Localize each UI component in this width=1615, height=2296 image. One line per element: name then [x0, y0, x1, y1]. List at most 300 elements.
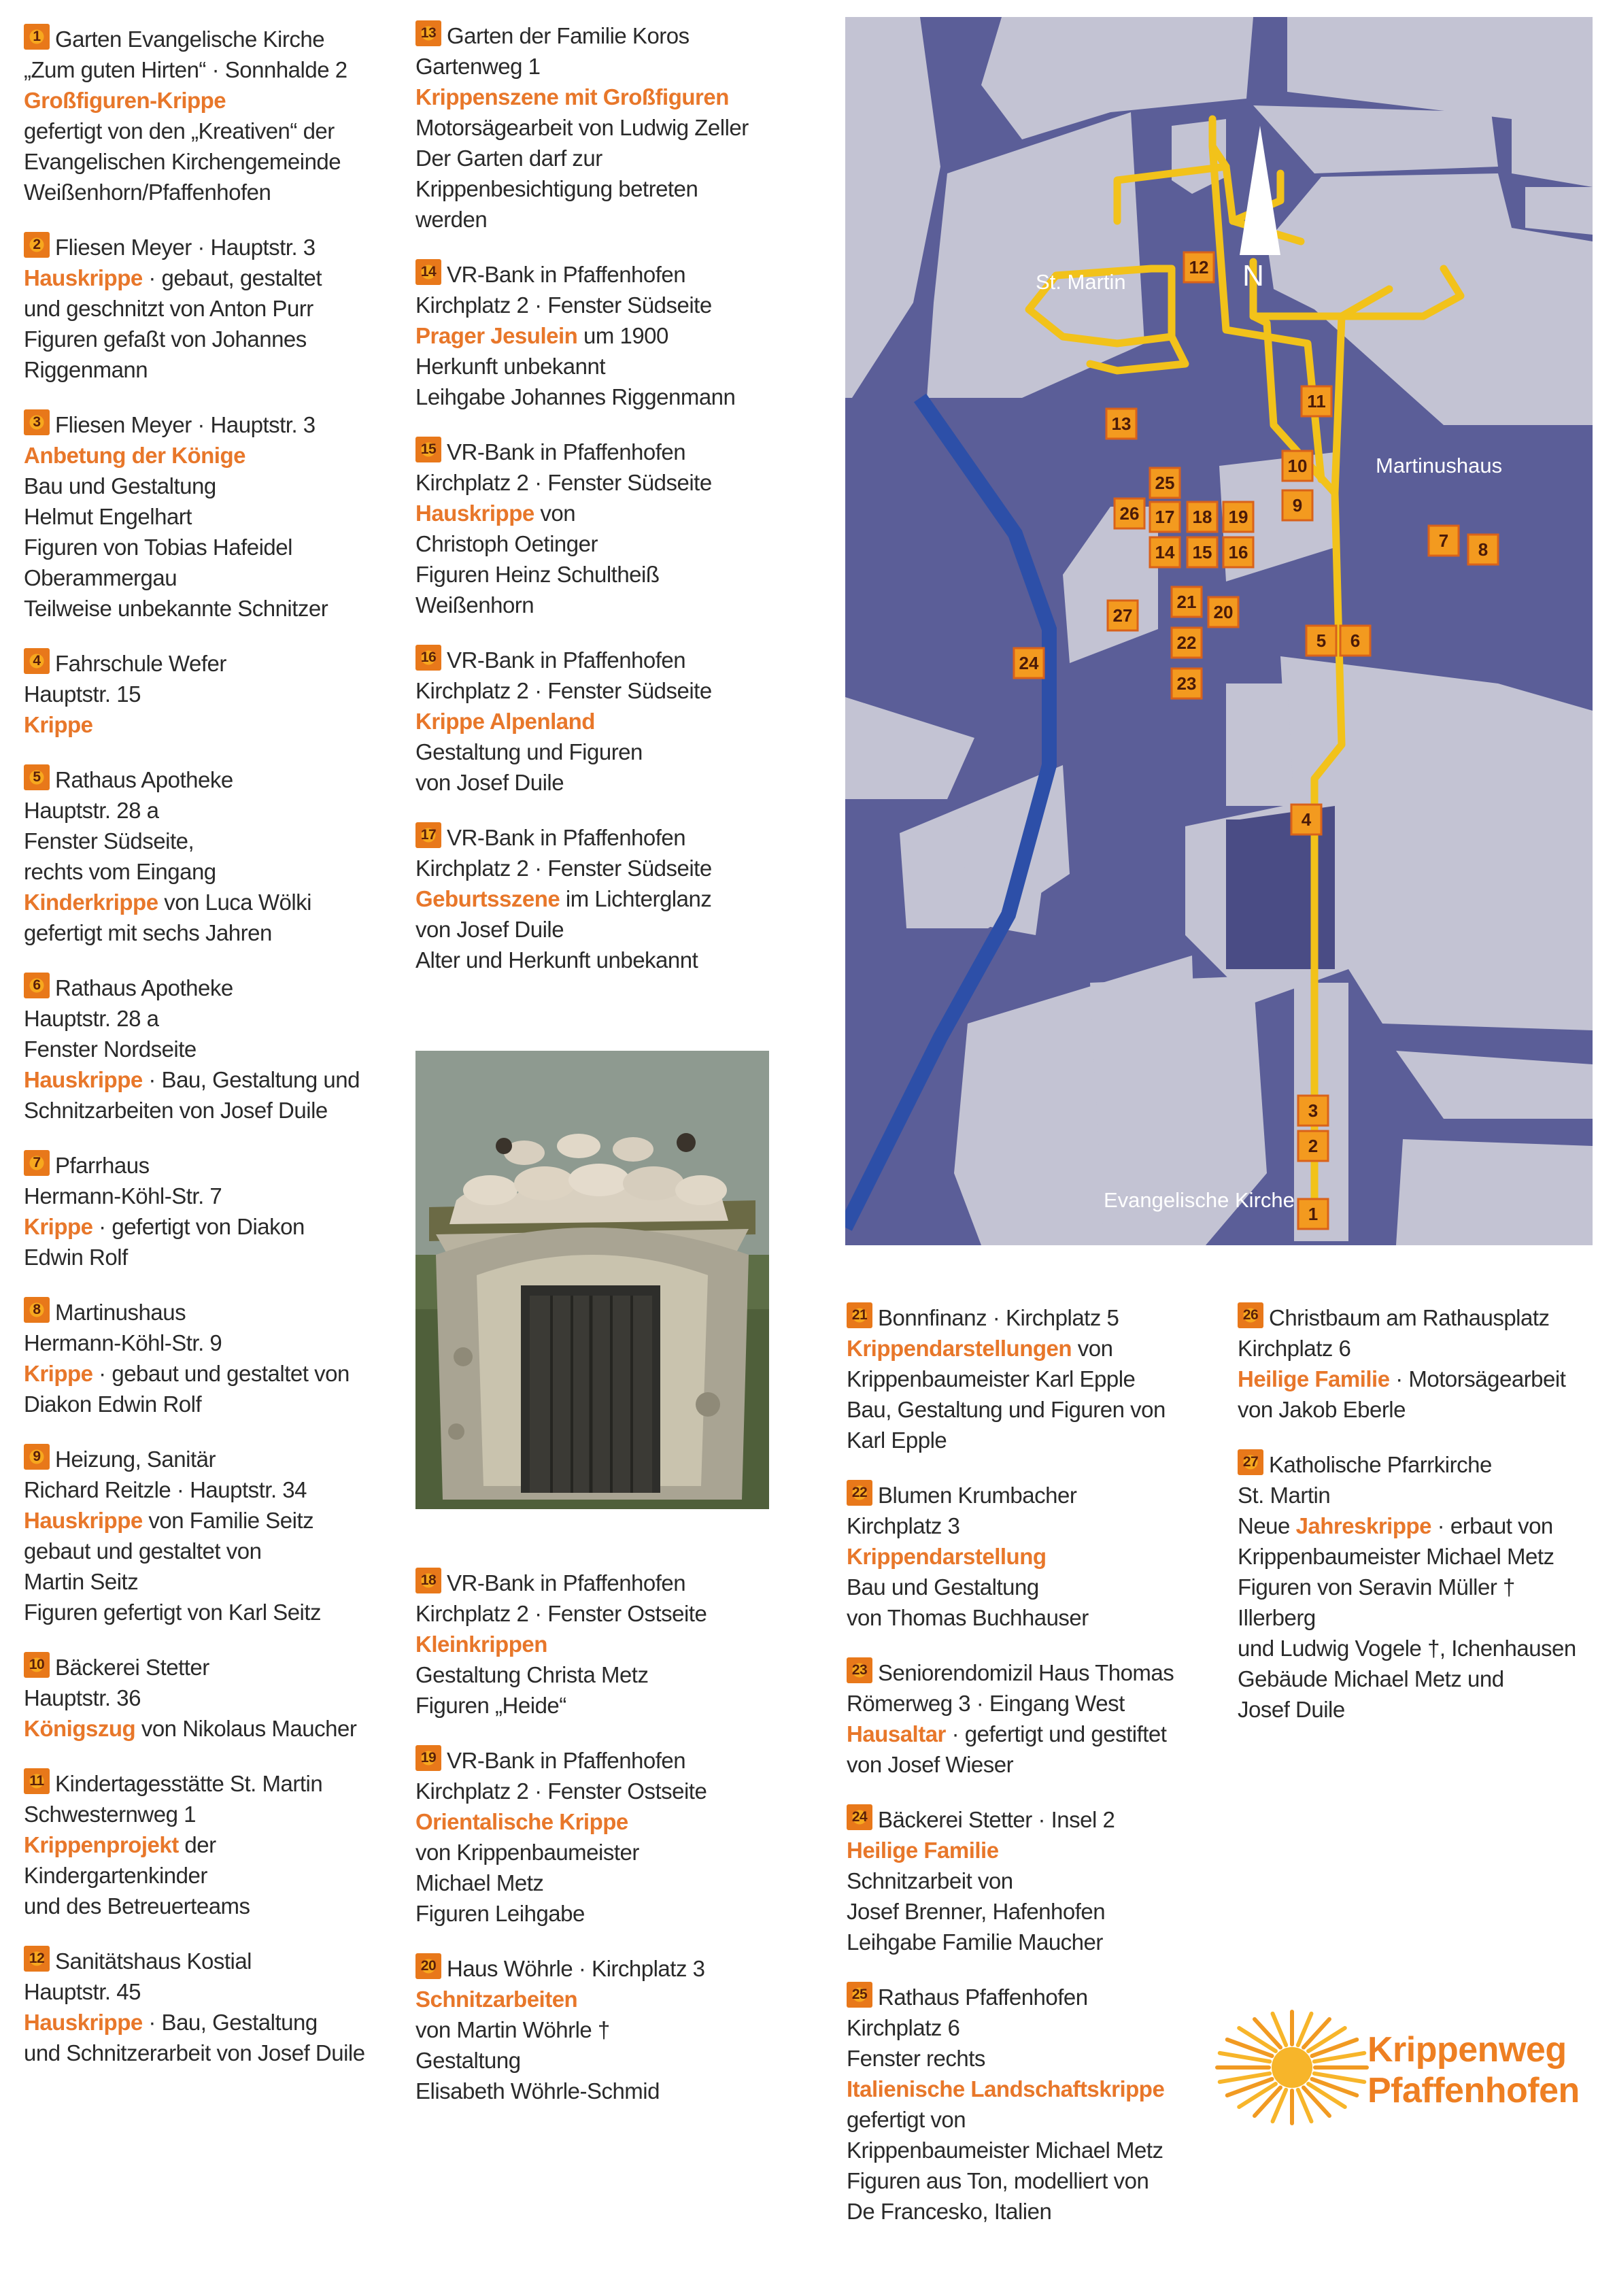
entry-line — [24, 1358, 391, 1389]
entry-line — [415, 1659, 796, 1690]
number-badge — [847, 1302, 872, 1328]
entry-line — [847, 2074, 1241, 2104]
entry-line — [24, 293, 391, 324]
entry-text: Fliesen Meyer · Hauptstr. 3 — [55, 412, 316, 437]
entry-highlight: Schnitzarbeiten — [415, 1987, 578, 2012]
entry-text: der — [178, 1832, 216, 1857]
column-2-bottom — [415, 1568, 796, 2131]
entry-line — [24, 795, 391, 826]
entry-text: Illerberg — [1238, 1605, 1316, 1630]
entry-line — [24, 1505, 391, 1536]
entry-2 — [24, 232, 391, 385]
map-marker-number: 3 — [1308, 1100, 1319, 1121]
entry-text: Blumen Krumbacher — [878, 1483, 1077, 1508]
entry-text: Seniorendomizil Haus Thomas — [878, 1660, 1174, 1685]
map-marker-number: 24 — [1019, 653, 1039, 673]
entry-line — [1238, 1541, 1605, 1572]
badge-number: 21 — [851, 1307, 868, 1323]
entry-text: Rathaus Apotheke — [55, 975, 233, 1000]
entry-line — [415, 737, 796, 767]
entry-highlight: Königszug — [24, 1716, 136, 1741]
entry-text: gefertigt mit sechs Jahren — [24, 920, 272, 945]
badge-number: 27 — [1242, 1454, 1259, 1470]
map-marker-number: 13 — [1111, 413, 1132, 434]
entry-text: Karl Epple — [847, 1428, 947, 1453]
entry-17 — [415, 822, 796, 975]
badge-number: 22 — [851, 1485, 868, 1500]
entry-highlight: Krippendarstellungen — [847, 1336, 1072, 1361]
entry-highlight: Großfiguren-Krippe — [24, 88, 226, 113]
map-marker-number: 20 — [1213, 602, 1234, 622]
entry-line — [415, 351, 796, 382]
entry-line — [24, 1768, 391, 1799]
entry-line — [1238, 1480, 1605, 1510]
entry-text: Leihgabe Familie Maucher — [847, 1929, 1103, 1955]
entry-line — [847, 1602, 1241, 1633]
map-marker-3 — [1298, 1096, 1328, 1126]
entry-line — [847, 1866, 1241, 1896]
entry-line — [24, 146, 391, 177]
north-label: N — [1242, 259, 1264, 292]
entry-text: Neue — [1238, 1513, 1296, 1538]
entry-text: · Motorsägearbeit — [1389, 1366, 1566, 1391]
number-badge — [415, 1568, 441, 1593]
entry-line — [415, 945, 796, 975]
entry-6 — [24, 973, 391, 1126]
column-1 — [24, 24, 391, 2093]
entry-line — [24, 2007, 391, 2038]
map-marker-number: 27 — [1112, 605, 1133, 626]
entry-text: Alter und Herkunft unbekannt — [415, 947, 698, 973]
entry-text: Hermann-Köhl-Str. 9 — [24, 1330, 222, 1355]
number-badge — [847, 1804, 872, 1830]
entry-line — [415, 1690, 796, 1721]
number-badge — [24, 648, 50, 674]
logo-line-1: Krippenweg — [1367, 2030, 1567, 2070]
entry-line — [24, 85, 391, 116]
badge-number: 23 — [851, 1662, 868, 1678]
entry-line — [847, 1927, 1241, 1957]
entry-line — [415, 767, 796, 798]
logo-line-2: Pfaffenhofen — [1367, 2071, 1580, 2110]
entry-line — [24, 1242, 391, 1272]
entry-text: von Josef Duile — [415, 917, 564, 942]
entry-line — [24, 1328, 391, 1358]
entry-line — [24, 263, 391, 293]
map-marker-9 — [1282, 490, 1312, 520]
entry-text: von Nikolaus Maucher — [135, 1716, 357, 1741]
entry-23 — [847, 1657, 1241, 1780]
badge-number: 9 — [33, 1449, 41, 1464]
entry-line — [415, 2076, 796, 2106]
entry-text: Gestaltung Christa Metz — [415, 1662, 649, 1687]
entry-text: Christoph Oetinger — [415, 531, 598, 556]
entry-text: „Zum guten Hirten“ · Sonnhalde 2 — [24, 57, 347, 82]
entry-line — [24, 1181, 391, 1211]
entry-26 — [1238, 1302, 1605, 1425]
entry-text: Schnitzarbeit von — [847, 1868, 1013, 1893]
number-badge — [847, 1982, 872, 2008]
map-marker-number: 16 — [1228, 542, 1248, 562]
entry-line — [847, 1719, 1241, 1749]
entry-line — [1238, 1449, 1605, 1480]
entry-text: · gefertigt und gestiftet — [945, 1721, 1167, 1746]
entry-highlight: Hauskrippe — [415, 501, 534, 526]
map-marker-25 — [1150, 468, 1180, 498]
entry-text: Weißenhorn/Pfaffenhofen — [24, 180, 271, 205]
entry-16 — [415, 645, 796, 798]
number-badge — [24, 409, 50, 435]
badge-number: 13 — [420, 25, 437, 41]
entry-13 — [415, 20, 796, 235]
entry-8 — [24, 1297, 391, 1419]
entry-highlight: Hauskrippe — [24, 265, 143, 290]
entry-line — [24, 354, 391, 385]
map-marker-15 — [1187, 537, 1217, 567]
number-badge — [415, 645, 441, 671]
entry-text: Teilweise unbekannte Schnitzer — [24, 596, 328, 621]
map-marker-21 — [1172, 587, 1202, 617]
entry-line — [415, 320, 796, 351]
entry-line — [24, 973, 391, 1003]
entry-line — [24, 1946, 391, 1976]
badge-number: 16 — [420, 649, 437, 665]
map-marker-number: 1 — [1308, 1204, 1319, 1224]
number-badge — [847, 1480, 872, 1506]
entry-text: Michael Metz — [415, 1870, 544, 1895]
entry-11 — [24, 1768, 391, 1921]
entry-line — [847, 1394, 1241, 1425]
entry-text: Fahrschule Wefer — [55, 651, 226, 676]
entry-line — [24, 1713, 391, 1744]
entry-line — [847, 1333, 1241, 1364]
entry-text: Herkunft unbekannt — [415, 354, 606, 379]
map-marker-number: 21 — [1176, 592, 1197, 612]
entry-line — [415, 498, 796, 528]
entry-line — [24, 116, 391, 146]
entry-text: Gestaltung — [415, 2048, 521, 2073]
entry-highlight: Heilige Familie — [847, 1838, 999, 1863]
entry-25 — [847, 1982, 1241, 2227]
entry-text: Helmut Engelhart — [24, 504, 192, 529]
entry-text: Fenster Südseite, — [24, 828, 194, 854]
entry-text: von Luca Wölki — [158, 890, 311, 915]
entry-highlight: Hauskrippe — [24, 1508, 143, 1533]
entry-text: Oberammergau — [24, 565, 177, 590]
map-marker-17 — [1150, 502, 1180, 532]
entry-text: · gefertigt von Diakon — [92, 1214, 305, 1239]
entry-text: und Ludwig Vogele †, Ichenhausen — [1238, 1636, 1576, 1661]
number-badge — [415, 822, 441, 848]
entry-line — [24, 24, 391, 54]
entry-text: Kindertagesstätte St. Martin — [55, 1771, 323, 1796]
entry-27 — [1238, 1449, 1605, 1725]
badge-number: 26 — [1242, 1307, 1259, 1323]
entry-text: Josef Brenner, Hafenhofen — [847, 1899, 1106, 1924]
entry-text: Figuren von Seravin Müller † — [1238, 1574, 1515, 1600]
map-marker-18 — [1187, 502, 1217, 532]
entry-text: VR-Bank in Pfaffenhofen — [447, 1748, 686, 1773]
entry-text: Figuren „Heide“ — [415, 1693, 566, 1718]
map-marker-number: 19 — [1228, 507, 1248, 527]
entry-text: Kirchplatz 2 · Fenster Südseite — [415, 292, 712, 318]
map-marker-24 — [1014, 648, 1044, 678]
badge-number: 14 — [420, 264, 437, 280]
entry-10 — [24, 1652, 391, 1744]
entry-19 — [415, 1745, 796, 1929]
map-marker-2 — [1298, 1131, 1328, 1161]
entry-text: rechts vom Eingang — [24, 859, 216, 884]
number-badge — [24, 1297, 50, 1323]
entry-line — [847, 2012, 1241, 2043]
entry-line — [415, 82, 796, 112]
entry-text: Kindergartenkinder — [24, 1863, 207, 1888]
map-marker-number: 17 — [1155, 507, 1175, 527]
entry-1 — [24, 24, 391, 207]
map-marker-number: 7 — [1438, 530, 1449, 551]
number-badge — [415, 1745, 441, 1771]
entry-text: gefertigt von — [847, 2107, 966, 2132]
entry-text: Gestaltung und Figuren — [415, 739, 643, 764]
entry-text: von Familie Seitz — [142, 1508, 314, 1533]
entry-line — [1238, 1302, 1605, 1333]
entry-text: Martin Seitz — [24, 1569, 139, 1594]
route-map — [845, 17, 1593, 1245]
entry-text: Bau und Gestaltung — [24, 473, 216, 499]
entry-text: Heizung, Sanitär — [55, 1447, 216, 1472]
entry-line — [415, 467, 796, 498]
entry-line — [24, 1297, 391, 1328]
entry-line — [24, 471, 391, 501]
entry-text: um 1900 — [577, 323, 668, 348]
number-badge — [847, 1657, 872, 1683]
entry-line — [24, 1891, 391, 1921]
badge-number: 12 — [29, 1951, 45, 1966]
entry-line — [415, 382, 796, 412]
entry-text: Riggenmann — [24, 357, 148, 382]
entry-text: · Bau, Gestaltung und — [142, 1067, 360, 1092]
entry-line — [415, 914, 796, 945]
entry-line — [415, 1984, 796, 2014]
entry-text: Bonnfinanz · Kirchplatz 5 — [878, 1305, 1119, 1330]
entry-text: Rathaus Pfaffenhofen — [878, 1985, 1088, 2010]
number-badge — [24, 764, 50, 790]
entry-21 — [847, 1302, 1241, 1455]
entry-text: · gebaut und gestaltet von — [92, 1361, 350, 1386]
entry-text: Richard Reitzle · Hauptstr. 34 — [24, 1477, 307, 1502]
entry-text: Edwin Rolf — [24, 1245, 128, 1270]
logo-text — [1367, 2029, 1580, 2111]
map-marker-20 — [1208, 597, 1238, 627]
entry-line — [1238, 1394, 1605, 1425]
entry-line — [415, 822, 796, 853]
entry-line — [415, 1598, 796, 1629]
entry-text: Motorsägearbeit von Ludwig Zeller — [415, 115, 749, 140]
entry-line — [847, 1572, 1241, 1602]
column-3 — [847, 1302, 1241, 2251]
map-label-st-martin: St. Martin — [1036, 270, 1126, 294]
entry-line — [24, 532, 391, 562]
number-badge — [1238, 1449, 1263, 1475]
entry-15 — [415, 437, 796, 620]
entry-line — [1238, 1510, 1605, 1541]
map-marker-number: 12 — [1189, 257, 1209, 277]
entry-line — [847, 1480, 1241, 1510]
badge-number: 1 — [33, 29, 41, 44]
map-label-martinushaus: Martinushaus — [1376, 454, 1503, 477]
entry-line — [415, 853, 796, 883]
entry-line — [847, 2196, 1241, 2227]
entry-line — [24, 324, 391, 354]
entry-line — [1238, 1364, 1605, 1394]
entry-text: Figuren aus Ton, modelliert von — [847, 2168, 1149, 2193]
entry-text: Kirchplatz 2 · Fenster Ostseite — [415, 1778, 707, 1804]
entry-text: und geschnitzt von Anton Purr — [24, 296, 313, 321]
entry-line — [415, 20, 796, 51]
entry-line — [24, 679, 391, 709]
entry-highlight: Heilige Familie — [1238, 1366, 1390, 1391]
entry-text: Römerweg 3 · Eingang West — [847, 1691, 1125, 1716]
entry-highlight: Hauskrippe — [24, 1067, 143, 1092]
entry-line — [24, 1150, 391, 1181]
entry-line — [415, 143, 796, 173]
entry-text: Schwesternweg 1 — [24, 1802, 196, 1827]
entry-highlight: Prager Jesulein — [415, 323, 578, 348]
entry-text: von Josef Duile — [415, 770, 564, 795]
number-badge — [24, 973, 50, 998]
entry-line — [415, 204, 796, 235]
map-marker-number: 5 — [1316, 630, 1327, 651]
number-badge — [24, 1150, 50, 1176]
entry-text: Krippenbaumeister Michael Metz — [847, 2138, 1163, 2163]
entry-text: Figuren Heinz Schultheiß — [415, 562, 660, 587]
entry-line — [24, 1064, 391, 1095]
entry-text: · Bau, Gestaltung — [142, 2010, 318, 2035]
map-marker-number: 22 — [1176, 632, 1197, 653]
entry-line — [24, 1536, 391, 1566]
entry-line — [1238, 1694, 1605, 1725]
entry-highlight: Hauskrippe — [24, 2010, 143, 2035]
number-badge — [1238, 1302, 1263, 1328]
map-marker-number: 2 — [1308, 1136, 1319, 1156]
map-marker-26 — [1115, 499, 1144, 528]
entry-line — [24, 856, 391, 887]
map-marker-14 — [1150, 537, 1180, 567]
entry-line — [847, 1364, 1241, 1394]
entry-text: Christbaum am Rathausplatz — [1269, 1305, 1550, 1330]
entry-text: Fliesen Meyer · Hauptstr. 3 — [55, 235, 316, 260]
entry-text: VR-Bank in Pfaffenhofen — [447, 439, 686, 465]
entry-text: werden — [415, 207, 488, 232]
entry-24 — [847, 1804, 1241, 1957]
map-marker-number: 25 — [1155, 473, 1175, 493]
entry-line — [24, 1860, 391, 1891]
entry-line — [415, 259, 796, 290]
entry-text: Kirchplatz 2 · Fenster Südseite — [415, 856, 712, 881]
entry-text: VR-Bank in Pfaffenhofen — [447, 825, 686, 850]
map-marker-number: 4 — [1301, 809, 1312, 830]
entry-line — [24, 764, 391, 795]
entry-text: Der Garten darf zur — [415, 146, 602, 171]
entry-text: Kirchplatz 2 · Fenster Südseite — [415, 678, 712, 703]
entry-line — [24, 1389, 391, 1419]
number-badge — [24, 1768, 50, 1794]
entry-line — [24, 1597, 391, 1627]
entry-9 — [24, 1444, 391, 1627]
entry-line — [847, 1510, 1241, 1541]
entry-text: Bäckerei Stetter — [55, 1655, 209, 1680]
entry-text: Hermann-Köhl-Str. 7 — [24, 1183, 222, 1209]
entry-text: St. Martin — [1238, 1483, 1331, 1508]
entry-line — [415, 2045, 796, 2076]
sheep-shed-photo — [415, 1051, 769, 1509]
entry-14 — [415, 259, 796, 412]
map-marker-number: 11 — [1307, 391, 1326, 411]
entry-line — [847, 1541, 1241, 1572]
map-marker-number: 26 — [1119, 503, 1140, 524]
map-marker-23 — [1172, 669, 1202, 698]
entry-text: Bau und Gestaltung — [847, 1574, 1039, 1600]
entry-line — [847, 2135, 1241, 2165]
entry-text: von Krippenbaumeister — [415, 1840, 639, 1865]
entry-highlight: Krippe — [24, 1361, 93, 1386]
map-marker-13 — [1106, 409, 1136, 439]
map-marker-5 — [1306, 626, 1336, 656]
entry-3 — [24, 409, 391, 624]
entry-line — [1238, 1333, 1605, 1364]
entry-text: Elisabeth Wöhrle-Schmid — [415, 2078, 660, 2104]
entry-line — [847, 1302, 1241, 1333]
entry-line — [24, 1211, 391, 1242]
entry-text: VR-Bank in Pfaffenhofen — [447, 1570, 686, 1596]
entry-highlight: Italienische Landschaftskrippe — [847, 2076, 1165, 2101]
entry-text: Leihgabe Johannes Riggenmann — [415, 384, 736, 409]
map-marker-number: 18 — [1192, 507, 1212, 527]
entry-text: von — [1072, 1336, 1113, 1361]
number-badge — [24, 24, 50, 50]
entry-line — [415, 1837, 796, 1868]
entry-text: Kirchplatz 3 — [847, 1513, 960, 1538]
badge-number: 15 — [420, 441, 437, 457]
badge-number: 19 — [420, 1750, 437, 1766]
entry-text: Krippenbaumeister Karl Epple — [847, 1366, 1136, 1391]
entry-line — [847, 1688, 1241, 1719]
entry-line — [847, 2104, 1241, 2135]
entry-line — [847, 1657, 1241, 1688]
entry-line — [1238, 1572, 1605, 1602]
entry-text: von Thomas Buchhauser — [847, 1605, 1089, 1630]
entry-text: von Jakob Eberle — [1238, 1397, 1406, 1422]
entry-text: Hauptstr. 45 — [24, 1979, 141, 2004]
map-marker-number: 14 — [1155, 542, 1175, 562]
map-marker-16 — [1223, 537, 1253, 567]
number-badge — [415, 1953, 441, 1979]
entry-line — [415, 706, 796, 737]
map-marker-8 — [1468, 535, 1498, 564]
entry-line — [415, 883, 796, 914]
number-badge — [415, 259, 441, 285]
entry-text: Katholische Pfarrkirche — [1269, 1452, 1492, 1477]
entry-text: Schnitzarbeiten von Josef Duile — [24, 1098, 328, 1123]
entry-line — [24, 648, 391, 679]
entry-text: Josef Duile — [1238, 1697, 1345, 1722]
badge-number: 25 — [851, 1987, 868, 2002]
badge-number: 6 — [33, 977, 41, 993]
entry-text: Garten Evangelische Kirche — [55, 27, 325, 52]
entry-highlight: Kleinkrippen — [415, 1632, 547, 1657]
entry-text: Krippenbesichtigung betreten — [415, 176, 698, 201]
entry-line — [847, 1982, 1241, 2012]
